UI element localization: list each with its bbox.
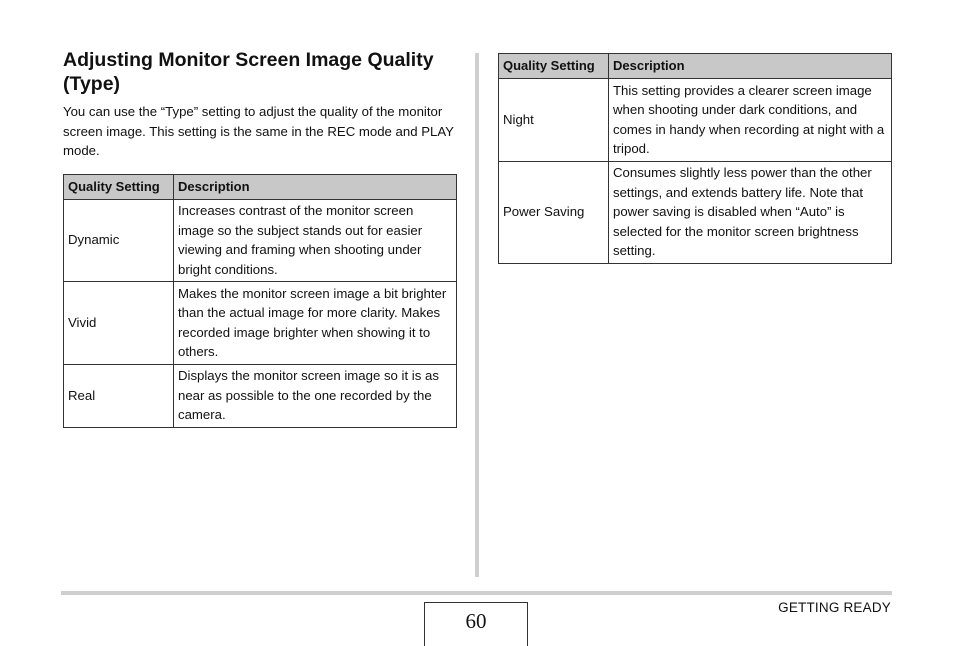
description-cell: Displays the monitor screen image so it is as near as possible to the one recorded by the camera. [174,364,457,427]
header-description: Description [174,174,457,199]
footer-rule [61,591,892,595]
setting-cell: Night [499,79,609,162]
table-header-row [64,174,457,199]
column-divider [475,53,479,577]
table-row [64,199,457,282]
header-description: Description [609,54,892,79]
table-row [64,282,457,365]
right-column [498,53,892,264]
quality-table-left [63,174,457,428]
quality-table-right [498,53,892,264]
setting-cell: Vivid [64,282,174,365]
table-row [499,161,892,263]
description-cell: Increases contrast of the monitor screen image so the subject stands out for easier viewing and framing when shooting under bright conditions. [174,199,457,282]
table-row [64,364,457,427]
table-header-row [499,54,892,79]
intro-paragraph: You can use the “Type” setting to adjust the quality of the monitor screen image. This setting is the same in the REC mode and PLAY mode. [63,104,454,158]
setting-cell: Power Saving [499,161,609,263]
header-quality-setting: Quality Setting [499,54,609,79]
page-title: Adjusting Monitor Screen Image Quality (Type) [63,49,434,95]
table-row [499,79,892,162]
left-column [63,48,457,428]
description-cell: Makes the monitor screen image a bit brighter than the actual image for more clarity. Makes recorded image brighter when showing it to others. [174,282,457,365]
page-number: 60 [424,602,528,646]
header-quality-setting: Quality Setting [64,174,174,199]
description-cell: This setting provides a clearer screen image when shooting under dark conditions, and comes in handy when recording at night with a tripod. [609,79,892,162]
section-label: GETTING READY [778,600,891,615]
setting-cell: Dynamic [64,199,174,282]
description-cell: Consumes slightly less power than the other settings, and extends battery life. Note that power saving is disabled when “Auto” is selected for the monitor screen brightness setting. [609,161,892,263]
setting-cell: Real [64,364,174,427]
